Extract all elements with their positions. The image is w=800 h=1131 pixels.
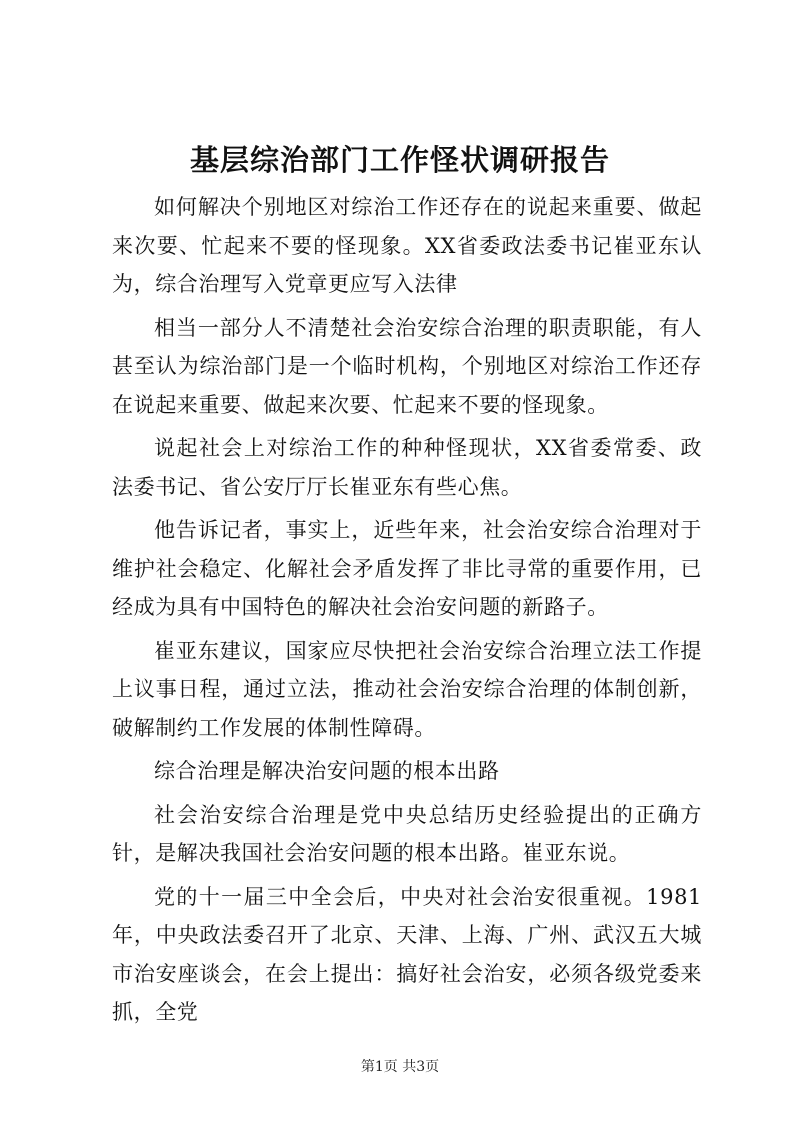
paragraph: 党的十一届三中全会后，中央对社会治安很重视。1981年，中央政法委召开了北京、天津、上海、广州、武汉五大城市治安座谈会，在会上提出：搞好社会治安，必须各级党委来抓，全党 <box>112 884 702 1024</box>
paragraph: 他告诉记者，事实上，近些年来，社会治安综合治理对于维护社会稳定、化解社会矛盾发挥了非比寻常的重要作用，已经成为具有中国特色的解决社会治安问题的新路子。 <box>112 518 702 619</box>
paragraph: 如何解决个别地区对综治工作还存在的说起来重要、做起来次要、忙起来不要的怪现象。XX省委政法委书记崔亚东认为，综合治理写入党章更应写入法律 <box>112 195 702 296</box>
page-number-footer: 第1页 共3页 <box>360 1059 440 1075</box>
paragraph: 崔亚东建议，国家应尽快把社会治安综合治理立法工作提上议事日程，通过立法，推动社会治安综合治理的体制创新，破解制约工作发展的体制性障碍。 <box>112 638 702 740</box>
paragraph: 说起社会上对综治工作的种种怪现状，XX省委常委、政法委书记、省公安厅厅长崔亚东有些心焦。 <box>112 436 702 499</box>
section-heading: 综合治理是解决治安问题的根本出路 <box>154 759 500 783</box>
paragraph: 社会治安综合治理是党中央总结历史经验提出的正确方针，是解决我国社会治安问题的根本出路。崔亚东说。 <box>112 802 702 865</box>
paragraph: 相当一部分人不清楚社会治安综合治理的职责职能，有人甚至认为综治部门是一个临时机构，个别地区对综治工作还存在说起来重要、做起来次要、忙起来不要的怪现象。 <box>112 315 702 417</box>
document-body <box>112 188 702 1037</box>
document-title: 基层综治部门工作怪状调研报告 <box>189 143 610 177</box>
